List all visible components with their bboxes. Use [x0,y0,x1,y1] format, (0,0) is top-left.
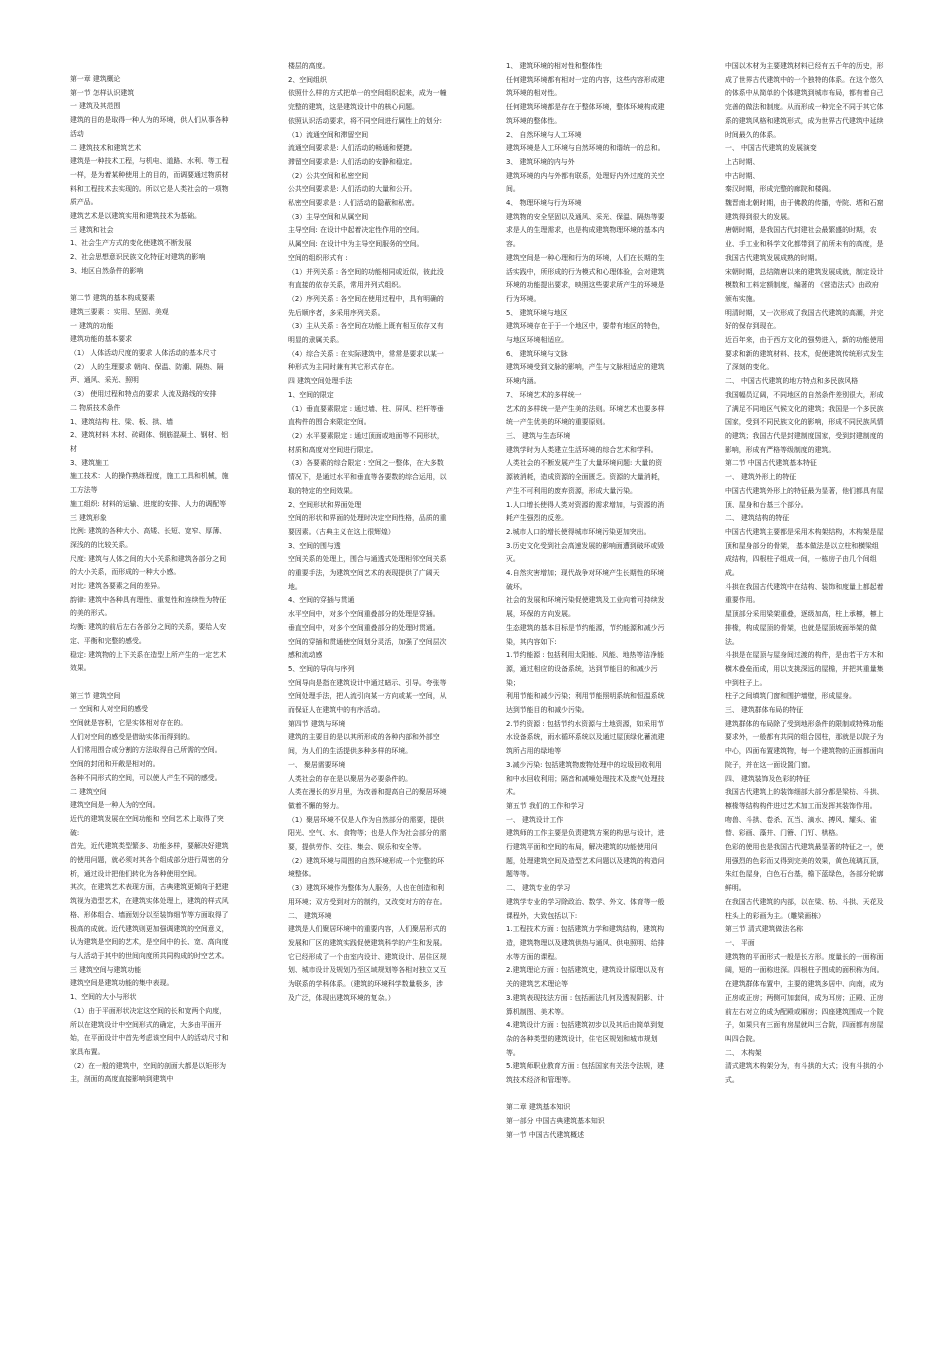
text-line: 人类在漫长的岁月里，为改善和提高自己的聚居环境做着不懈的努力。 [288,788,447,810]
text-line: 建筑是人们聚居环境中的重要内容，人们聚居形式的发展和厂区的建筑实践促使建筑科学的产生和发展。 [288,925,447,947]
text-line: 2、空间组织 [288,75,327,84]
text-line: 建筑是一种技术工程，与机电、道路、水利、等工程一样，是为着某种使用上的目的，而调要通过物质材料和工程技术去实现的。所以它是人类社会的一项物质产品。 [70,157,229,207]
text-line: 第一章 建筑概论 [70,75,121,83]
text-line: 垂直空间中，对多个空间重叠部分的处理时贯通。 [288,623,440,632]
text-line: 三 建筑空间与建筑功能 [70,965,142,974]
text-column-2 [288,60,448,1006]
text-line: 4、空间的穿插与贯通 [288,596,355,605]
text-line: 利用节能和减少污染；利用节能照明系统和恒温系统达到节能目的和减少污染。 [506,692,665,715]
text-line: 建筑功能的基本要求 [70,335,133,344]
text-line: 3、 建筑环境的内与外 [506,157,575,166]
text-line: 我国古代建筑上的装饰细部大部分都是梁枋、斗拱、檩椽等结构构件进过艺术加工而发挥其装饰作用。 [725,788,884,810]
text-line: 建筑环境的内与外都有联系，处理好内外过度的关空间。 [506,171,665,194]
text-line: （3）各要素的综合限定 : 空间之一整体，在大多数情况下，是通过水平和垂直等各要数的综合运用，以取的特定的空间效果。 [288,459,447,495]
text-line: 中古时期、 [725,171,760,180]
text-line: 唐朝时期，是我国古代封建社会最繁盛的时期，农业、手工业和科学文化都带到了前所未有的高度，是我国古代建筑发展成熟的时期。 [725,226,884,262]
text-line: 2.城市人口的增长使得城市环境污染更加突出。 [506,527,651,536]
text-line: 中国以木材为主要建筑材料已经有五千年的历史，形成了世界古代建筑中的一个独特的体系。在这个悠久的体系中从简单的个体建筑到城市布局，都有着自己完善的做法和制度。从而形成一种完全不同于其它体系的建筑风格和建筑形式，成为世界古代建筑中延续时间最久的体系。 [725,62,884,139]
text-line: 2.建筑理论方面 : 包括建筑史，建筑设计原理以及有关的建筑艺术理论等 [506,966,664,989]
text-line: 首先，近代建筑类型繁多、功能多样，要解决好建筑的使用问题，就必须对其各个组成部分进行周密的分析，通过设计把他们转化为各种使用空间。 [70,842,229,878]
text-line: 建筑学时为人类建立生活环境的综合艺术和学科。 [506,445,658,454]
text-line: （2）在一般的建筑中，空间的剖面大都是以矩形为主，剖面的高度直接影响到建筑中 [70,1061,226,1084]
text-line: 近百年来，由于西方文化的强势进入，新的功能使用要求和新的建筑材料、技术，促使建筑传统形式发生了深刻的变化。 [725,336,884,372]
text-line: 1.人口增长使得人类对资源的需求增加，与资源的消耗产生强烈的反差。 [506,500,665,523]
text-line: 流通空间要求是: 人们活动的畅通和便捷。 [288,144,417,153]
text-line: 空间就是容积，它是实体相对存在的。 [70,719,188,728]
text-line: 2、建筑材料 木材、砖砌体、钢筋混凝土、钢材、铝材 [70,431,229,453]
text-line: 二、 木构架 [725,1048,762,1057]
text-line: 生态建筑的基本目标是节约能源，节约能源和减少污染，其内容如下: [506,623,665,646]
text-line: 柱子之间填筑门窗和围护墙壁，形成屋身。 [725,692,856,701]
text-line: 筑所占用的绿地等 [506,747,562,756]
text-line: 第一节 中国古代建筑概述 [506,1130,584,1139]
text-line: 4.自然灾害增加；现代战争对环境产生长期性的环境破坏。 [506,569,665,591]
text-line: （3）主从关系 : 各空间在功能上既有相互依存又有明显的隶属关系。 [288,322,444,345]
text-column-4 [725,60,885,1088]
text-line: 中国古代建筑外形上的特征最为显著，他们都具有屋顶、屋身和台基三个部分。 [725,486,884,509]
text-line: 1.工程技术方面 : 包括建筑力学和建筑结构，建筑构造，建筑物理以及建筑供热与通风、供电照明、给排水等方面的课程。 [506,925,665,961]
text-line: 3.减少污染: 包括建筑物废物处理中的垃圾回收利用和中水回收利用；隔音和减噪处理技术及废气处理技术。 [506,760,665,797]
text-line: 二、 中国古代建筑的地方特点和多民族风格 [725,377,859,386]
text-line: 斗拱是在屋顶与屋身间过渡的构件，是由若干方木和横木叠垒而成，用以支挑深远的屋檐，并把其重量集中到柱子上。 [725,651,884,687]
text-line: 主导空间: 在设计中起着决定性作用的空间。 [288,226,424,235]
text-line: 3.建筑表现技法方面 : 包括画法几何及透视阴影、计算机制图、美术等。 [506,993,664,1016]
text-line: 建筑的目的是取得一种人为的环境，供人们从事各种活动 [70,116,229,138]
text-line: 四、 建筑装饰及色彩的特征 [725,774,810,783]
text-line: 第四节 建筑与环境 [288,719,346,728]
text-line: 魏晋南北朝时期，由于佛教的传播，寺院、塔和石窟建筑得到很大的发展。 [725,199,884,221]
text-line: 一、 建筑设计工作 [506,815,564,824]
text-line: 2、 自然环境与人工环境 [506,130,582,139]
text-line: 2、社会思想意识民族文化特征对建筑的影响 [70,253,206,262]
text-line: 艺术的多样统一是产生美的法则。环境艺术也要多样统一产生优美的环境的重要原则。 [506,404,665,427]
text-line: 5.建筑师职业教育方面 : 包括国家有关法令法规，建筑技术经济和管理等。 [506,1062,664,1085]
text-line: 空间的穿插和贯通使空间划分灵活，加强了空间层次感和流动感 [288,637,447,660]
text-line: 社会的发展和环境污染促使建筑及工业向着可持续发展，环保的方向发展。 [506,596,665,619]
text-line: 人们对空间的感受是借助实体而得到的。 [70,732,195,741]
text-line: 一、 聚居需要环境 [288,760,346,769]
text-line: 第三节 清式建筑做法名称 [725,925,803,934]
text-line: 人类社会的存在是以聚居为必要条件的。 [288,774,413,783]
text-line: 均衡: 建筑的前后左右各部分之间的关系，要给人安定、平衡和完整的感受。 [70,623,227,645]
text-line: 二 建筑技术和建筑艺术 [70,143,142,152]
text-line: （3）建筑环境作为整体为人服务，人也在创造和利用环境；双方受到对方的制约，又改变对方的存在。 [288,884,447,906]
text-line: 一、 建筑外形上的特征 [725,473,797,482]
text-line: 建筑环境是人工环境与自然环境的和谐统一的总和。 [506,144,665,153]
text-line: 色彩的使用也是我国古代建筑最显著的特征之一，使用强烈的色彩而又得到完美的效果，黄色琉璃瓦顶，朱红色屋身，白色石台基，檐下蓝绿色，各部分轮廓鲜明。 [725,843,884,893]
text-line: 稳定: 建筑物的上下关系在造型上所产生的一定艺术效果。 [70,650,227,673]
text-line: （1）垂直要素限定 : 通过墙、柱、屏风、栏杆等垂直构件的围合来限定空间。 [288,404,444,427]
text-line: 建筑空间是一种人为的空间。 [70,801,160,810]
text-line: （3） 使用过程和特点的要求 人流及路线的安排 [70,390,217,399]
blank-line [70,279,230,293]
text-line: 建筑空间是一种心理和行为的环境，人们在长期的生活实践中，所形成的行为模式和心理体验，会对建筑环境的功能提出要求，映照这些要求所产生的环境是行为环境。 [506,253,665,303]
text-line: 3、地区自然条件的影响 [70,266,144,275]
text-line: 1、建筑结构 柱、梁、板、拱、墙 [70,417,174,426]
text-line: 6、 建筑环境与文脉 [506,349,568,358]
text-line: 私密空间要求是 : 人们活动的隐蔽和私密。 [288,199,419,208]
text-line: 依照认识活动要求，将不同空间进行属性上的划分: [288,116,442,125]
text-line: （1）流通空间和滞留空间 [288,130,369,139]
text-line: 第三节 建筑空间 [70,691,121,700]
text-line: 2.节约资源 : 包括节约水资源与土地资源，如采用节水设备系统，雨水循环系统以及通过屋顶绿化蓄流建 [506,719,665,742]
text-line: 2、空间形状和界面处理 [288,500,362,509]
text-line: 第二节 中国古代建筑基本特征 [725,459,817,468]
text-line: （1） 人体活动尺度的要求 人体活动的基本尺寸 [70,349,217,358]
text-line: 5、空间的导向与序列 [288,664,355,673]
text-line: 依照什么样的方式把单一的空间组织起来，成为一幢完整的建筑，这是建筑设计中的核心问题。 [288,89,447,112]
text-line: 建筑物的平面形式一般是长方形。度量长的一面称面阔，短的一面称进深。四根柱子围成的面积称为间。 [725,952,884,975]
text-column-1 [70,73,230,1087]
text-line: 比例: 建筑的各种大小、高矮、长短、宽窄、厚薄、深浅的的比较关系。 [70,527,227,549]
text-line: 空间关系的处理上，围合与通透式处理相邻空间关系的重要手法，为建筑空间艺术的表现提供了广阔天地。 [288,555,447,591]
text-line: 第二节 建筑的基本构成要素 [70,294,155,303]
text-line: 建筑物的安全坚固以及通风、采光、保温、隔热等要求是人的生理需求，也是构成建筑物理环境的基本内容。 [506,212,665,249]
text-line: 中国古代建筑主要都是采用木构架结构，木构架是屋顶和屋身部分的骨架， 基本做法是以立柱和横梁组成结构，四根柱子组成一间，一栋房子由几个间组成。 [725,527,884,578]
text-line: 在我国古代建筑的内部，以在梁、枋、斗拱、天花及柱头上的彩画为主。（雕梁画栋） [725,897,884,920]
text-line: 建筑三要素 ：实用、坚固、美观 [70,307,169,316]
text-line: 1、空间的大小与形状 [70,993,137,1002]
text-line: 明清时期，又一次形成了我国古代建筑的高潮，并完好的保存到现在。 [725,308,884,331]
text-line: 施工组织: 材料的运输、进度的安排、人力的调配等 [70,499,227,508]
text-line: 滞留空间要求是: 人们活动的安静和稳定。 [288,157,417,166]
blank-line [506,1088,666,1102]
text-column-3 [506,60,666,1143]
text-line: （1）并列关系 : 各空间的功能相同或近似，彼此没有直接的依存关系，常用并列式组织。 [288,267,444,290]
text-line: 4.建筑设计方面 : 包括建筑初步以及其后由简单到复杂的各种类型的建筑设计，住宅区规划和城市规划等。 [506,1021,664,1057]
text-line: 二 物质技术条件 [70,403,121,412]
text-line: 7、 环境艺术的多样统一 [506,390,582,399]
text-line: 各种不同形式的空间，可以使人产生不同的感受。 [70,773,222,782]
text-line: （4）综合关系 : 在实际建筑中，常常是要求以某一种形式为主同时兼有其它形式存在。 [288,349,444,372]
text-line: 近代的建筑发展在空间功能和 空间艺术上取得了突破: [70,814,224,837]
text-line: 3、空间的围与透 [288,541,341,550]
text-line: 从属空间: 在设计中为主导空间服务的空间。 [288,240,424,249]
text-line: 上古时期、 [725,157,760,166]
text-line: 第一节 怎样认识建筑 [70,88,135,97]
text-line: 四 建筑空间处理手法 [288,377,353,386]
text-line: 空间导向是指在建筑设计中通过暗示、引导。夸张等空间处理手法，把人流引向某一方向或某一空间，从而保证人在建筑中的有序活动。 [288,678,447,715]
text-line: 屋顶部分采用梁架重叠，逐级加高，柱上承檩，檩上排椽，构成屋顶的骨架，也就是屋顶坡面举架的做法。 [725,610,884,646]
text-line: 清式建筑木构架分为，有斗拱的大式；没有斗拱的小式。 [725,1062,884,1085]
text-line: 公共空间要求是: 人们活动的大量和公开。 [288,185,417,194]
text-line: 建筑空间是建筑功能的集中表现。 [70,979,174,988]
text-line: 第二章 建筑基本知识 [506,1103,571,1112]
text-line: 1.节约能源 : 包括利用太阳能、风能、地热等洁净能源，通过相应的设备系统，达到节能目的和减少污染； [506,651,664,687]
text-line: 一 建筑的功能 [70,321,114,330]
text-line: 1、社会生产方式的变化使建筑不断发展 [70,239,192,248]
text-line: （1）由于平面形状决定这空间的长和宽两个向度，所以在建筑设计中空间形式的确定，大多由平面开始，在平面设计中首先考虑该空间中人的活动尺寸和家具布置。 [70,1006,229,1056]
text-line: 秦汉时期，形成完整的廊院和楼阁。 [725,185,836,194]
text-line: 宋朝时期，总结隋唐以来的建筑发展成就，制定设计模数和工料定额制度，编著的 《营造法式》由政府颁布实施。 [725,267,884,303]
text-line: 三、 建筑与生态环境 [506,431,571,440]
text-line: （1）聚居环境不仅是人作为自然部分的需要，提供阳光、空气、水、食物等；也是人作为社会部分的需要，提供劳作、交往、集会、娱乐和安全等。 [288,815,447,852]
text-line: 楼层的高度。 [288,62,330,70]
text-line: 一、 中国古代建筑的发展演变 [725,144,817,153]
text-line: 二、 建筑环境 [288,911,332,920]
blank-line [70,676,230,690]
text-line: 1、空间的限定 [288,390,334,399]
text-line: 人们常用围合或分割的方法取得自己所需的空间。 [70,746,222,755]
text-line: 我国幅员辽阔，不同地区的自然条件差别很大，形成了满足不同地区气候文化的建筑；我国是一个多民族国家，受到不同民族文化的影响，形成不同民族风情的建筑；我国古代是封建制度国家，受到封建制度的影响，形成有严格等级制度的建筑。 [725,390,884,454]
text-line: 二、 建筑结构的特征 [725,514,790,523]
text-line: 空间的封闭和开敞是相对的。 [70,760,160,769]
text-line: 二 建筑空间 [70,787,107,796]
text-line: 建筑师的工作主要是负责建筑方案的构思与设计，进行建筑平面和空间的布局，解决建筑的功能使用问题，处理建筑空间及造型艺术问题以及建筑的构造问题等等。 [506,829,665,879]
text-line: 空间的形状和界面的处理时决定空间性格，品质的重要因素。（古典主义在这上很辉煌） [288,514,447,536]
text-line: （2）建筑环境与周围的自然环境形成一个完整的环境整体。 [288,856,444,879]
text-line: 空间的组织形式有 : [288,253,348,262]
text-line: 其次，在建筑艺术表现方面，古典建筑更倾向于把建筑视为造型艺术，在建筑实体处理上，建筑的样式风格、形体组合、墙面划分以至装饰细节等方面取得了极高的成就。近代建筑则更加强调建筑的空间意义，认为建筑是空间的艺术，是空间中的长、宽、高向度与人活动于其中的世间向度所共同构成的时空艺术。 [70,883,229,960]
text-line: 一、 平面 [725,939,755,947]
text-line: 在建筑群体布置中，主要的建筑多居中、向南，成为正房或正房；两侧可加套间，成为耳房；正殿、正房前左右对立的成为配殿或厢房；四座建筑围成一个院子，如果只有三面有房屋就叫三合院，四面都有房屋叫四合院。 [725,980,884,1043]
text-line: 5、 建筑环境与地区 [506,308,568,317]
text-line: 三 建筑形象 [70,513,107,522]
text-line: 二、 建筑专业的学习 [506,884,571,893]
text-line: 建筑环境受到文脉的影响，产生与文脉相适应的建筑环境内涵。 [506,363,665,386]
text-line: 3、建筑施工 [70,458,109,467]
text-line: 三、 建筑群体布局的特征 [725,706,803,715]
text-line: 水平空间中，对多个空间重叠部分的处理是穿插。 [288,610,440,619]
text-line: （2）水平要素限定 : 通过顶面或地面等不同形状，材质和高度对空间进行限定。 [288,431,444,454]
text-line: 斗拱在我国古代建筑中在结构、装饰和度量上都起着重要作用。 [725,582,884,605]
text-line: 第五节 我们的工作和学习 [506,801,584,810]
text-line: 建筑学专业的学习除政治、数学、外文、体育等一般课程外，大致包括以下: [506,897,665,920]
text-line: 三 建筑和社会 [70,225,114,234]
text-line: 尺度: 建筑与人体之间的大小关系和建筑各部分之间的大小关系，而形成的一种大小感。 [70,554,227,577]
text-line: 一 建筑及其范围 [70,102,121,111]
text-line: （2）序列关系 : 各空间在使用过程中，具有明确的先后顺序者，多采用序列关系。 [288,294,444,317]
text-line: 建筑艺术是以建筑实用和建筑技术为基础。 [70,212,201,221]
text-line: （3）主导空间和从属空间 [288,212,369,221]
text-line: 施工技术：人的操作熟练程度，施工工具和机械，施工方法等 [70,472,229,495]
text-line: 建筑群体的布局除了受到地形条件的限制或特殊功能要求外，一般都有共同的组合园柱，那就是以院子为中心，四面布置建筑物，每一个建筑物的正面都面向院子，并在这一面设置门窗。 [725,719,884,769]
text-line: 对比: 建筑各要素之间的差异。 [70,582,165,591]
text-line: 3.历史文化受到社会高速发展的影响面遭到破坏或毁灭。 [506,541,665,564]
text-line: （2） 人的生理要求 朝向、保温、防潮、隔热、隔声、通风、采光、照明 [70,362,224,385]
text-line: 它已经形成了一个由室内设计、建筑设计、居住区规划、城市设计及规划乃至区域规划等各相对独立又互为联系的学科体系。（建筑的环境科学数量极多，涉及广泛，体现出建筑环境的复杂。） [288,952,447,1002]
text-line: 第一部分 中国古典建筑基本知识 [506,1117,605,1126]
text-line: 任何建筑环境都是存在于整体环境，整体环境构成建筑环境的整体性。 [506,103,665,125]
text-line: （2）公共空间和私密空间 [288,171,369,180]
text-line: 一 空间和人对空间的感受 [70,705,148,714]
text-line: 吻兽、斗拱、卷杀、瓦当、滴水、搏风、耀头、雀替、彩画、藻井、门簪、门钉、栱格。 [725,815,877,838]
text-line: 任何建筑环境都有相对一定的内容，这些内容形成建筑环境的相对性。 [506,75,665,98]
text-line: 1、 建筑环境的相对性和整体性 [506,62,603,70]
text-line: 建筑环境存在于于一个地区中，要带有地区的特色，与地区环境相适应。 [506,322,665,345]
text-line: 韵律: 建筑中各种具有理性、重复性和连续性为特征的美的形式。 [70,595,227,618]
text-line: 建筑的主要目的是以其所形成的各种内部和外部空间，为人们的生活提供多种多样的环境。 [288,733,440,756]
text-line: 人类社会的不断发展产生了大量环境问题: 大量的资源被消耗，造成资源的全面匮乏。资源的大量消耗，产生不可利用的废弃资源，形成大量污染。 [506,459,665,495]
text-line: 4、 物理环境与行为环境 [506,199,582,208]
